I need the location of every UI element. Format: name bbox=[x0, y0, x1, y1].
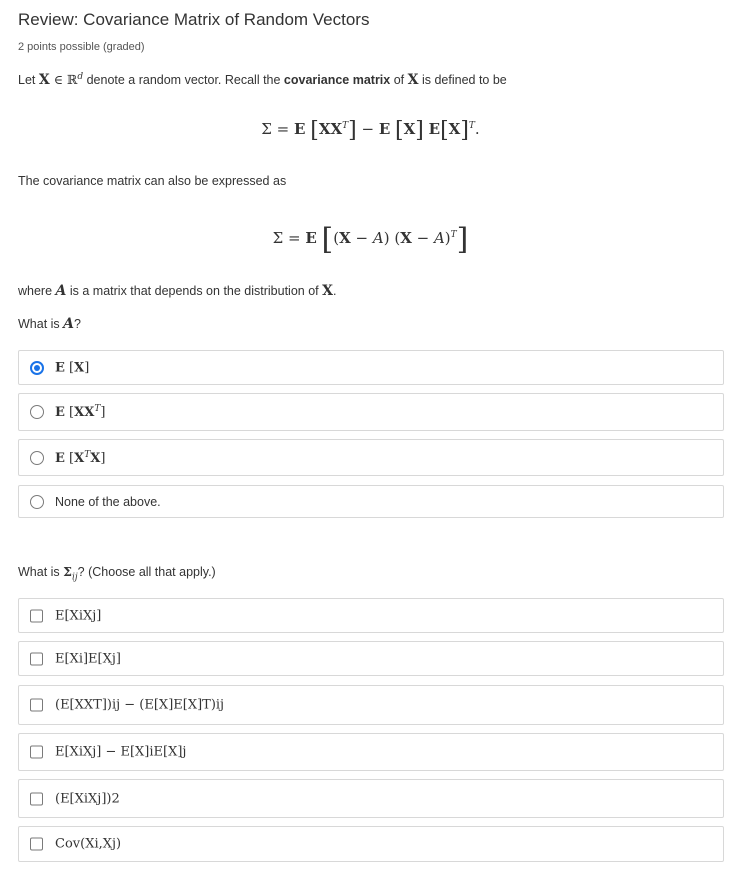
radio-button-selected[interactable] bbox=[30, 361, 44, 375]
q2-option-4[interactable]: E[XiXj] − E[X]iE[X]j bbox=[18, 733, 724, 771]
question-1: What is A? bbox=[18, 316, 81, 332]
q2-option-1[interactable]: E[XiXj] bbox=[18, 598, 724, 633]
checkbox[interactable] bbox=[30, 792, 43, 805]
alt-expression-text: The covariance matrix can also be expressed as bbox=[18, 174, 287, 188]
q1-option-EX[interactable]: E [X] bbox=[18, 350, 724, 385]
points-label: 2 points possible (graded) bbox=[18, 41, 145, 53]
intro-text: Let X ∈ ℝ$^d$ denote a random vector. Recall the covariance matrix of X is defined to be bbox=[18, 72, 507, 89]
q2-option-3[interactable]: (E[XXT])ij − (E[X]E[X]T)ij bbox=[18, 685, 724, 725]
where-text: where A is a matrix that depends on the distribution of X. bbox=[18, 283, 337, 299]
q2-option-2[interactable]: E[Xi]E[Xj] bbox=[18, 641, 724, 676]
question-2: What is $\Sigma_{ij}$? (Choose all that apply.) bbox=[18, 564, 216, 583]
checkbox[interactable] bbox=[30, 652, 43, 665]
q2-option-6[interactable]: Cov(Xi,Xj) bbox=[18, 826, 724, 862]
checkbox[interactable] bbox=[30, 838, 43, 851]
q1-option-none[interactable]: None of the above. bbox=[18, 485, 724, 518]
checkbox[interactable] bbox=[30, 699, 43, 712]
checkbox[interactable] bbox=[30, 746, 43, 759]
radio-button[interactable] bbox=[30, 495, 44, 509]
checkbox[interactable] bbox=[30, 609, 43, 622]
alternate-equation: Σ = E [(X − A) $(X - A)^T$] bbox=[272, 222, 469, 257]
q1-option-EXXT[interactable]: E $[XX^T]$ bbox=[18, 393, 724, 431]
radio-button[interactable] bbox=[30, 451, 44, 465]
radio-button[interactable] bbox=[30, 405, 44, 419]
q1-option-EXTX[interactable]: E $[X^TX]$ bbox=[18, 439, 724, 476]
q2-option-5[interactable]: (E[XiXj])2 bbox=[18, 779, 724, 818]
page-title: Review: Covariance Matrix of Random Vectors bbox=[18, 10, 370, 29]
covariance-equation: Σ = E $[XX^T] - E$ [X] $E[X]^T$. bbox=[261, 118, 480, 143]
